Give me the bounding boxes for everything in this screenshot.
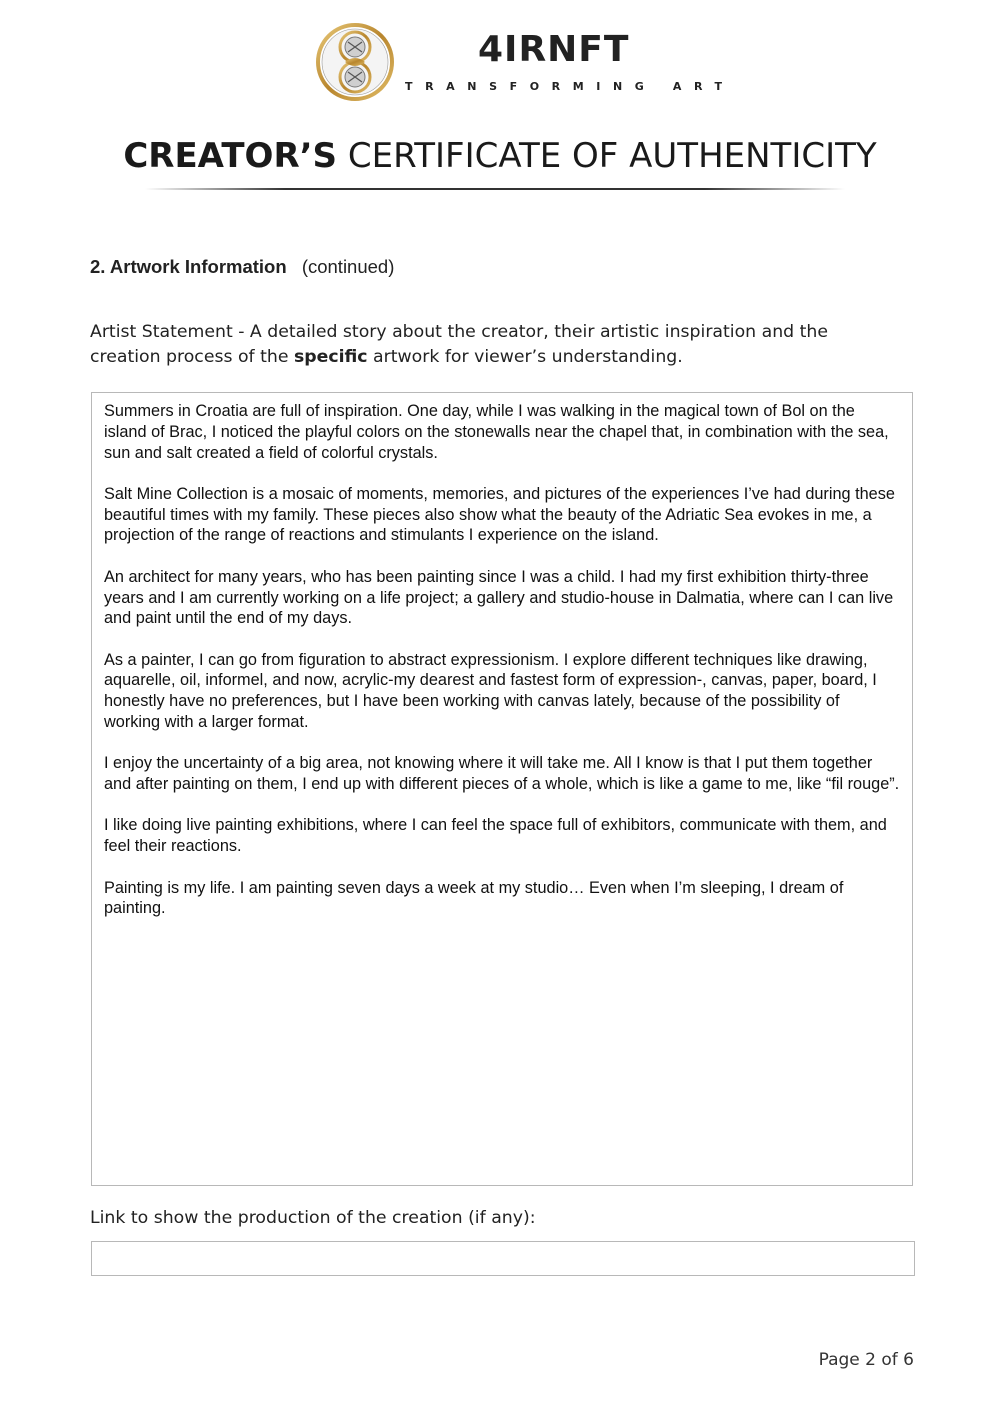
certificate-title-rest: CERTIFICATE OF AUTHENTICITY [347,136,877,176]
statement-paragraph: As a painter, I can go from figuration to abstract expressionism. I explore different techniques like drawing, aquarelle, oil, informel, and now, acrylic-my dearest and fastest form of expression-, canvas, paper, board, I honestly have no preferences, but I have been working with canvas lately, because of the possibility of working with a larger format. [104,650,877,732]
statement-paragraph: I enjoy the uncertainty of a big area, not knowing where it will take me. All I know is that I put them together and after painting on them, I end up with different pieces of a whole, which is like a game to me, like “fil rouge”. [104,754,900,794]
brand-tagline: TRANSFORMING ART [405,80,735,93]
page-number: Page 2 of 6 [818,1350,914,1370]
section-heading [90,256,394,278]
statement-paragraph: An architect for many years, who has been painting since I was a child. I had my first exhibition thirty-three years and I am currently working on a life project; a gallery and studio-house in Dalmatia, where can I can live and paint until the end of my days. [104,567,894,628]
production-link-field[interactable] [91,1241,915,1276]
artist-statement-label [90,320,890,370]
statement-paragraph: I like doing live painting exhibitions, where I can feel the space full of exhibitors, communicate with them, and feel their reactions. [104,816,887,856]
section-heading-continued: (continued) [301,256,395,277]
certificate-title [0,132,1000,180]
title-divider [145,188,845,190]
brand-name: 4IRNFT [478,29,630,70]
statement-label-bold: specific [293,347,368,367]
statement-paragraph: Summers in Croatia are full of inspiration. One day, while I was walking in the magical town of Bol on the island of Brac, I noticed the playful colors on the stonewalls near the chapel that, in combination with the sea, sun and salt created a field of colorful crystals. [104,402,889,462]
section-heading-title: 2. Artwork Information [90,256,287,277]
artist-statement-field[interactable] [91,392,913,1186]
infinity-logo-icon [315,22,395,102]
statement-label-before: Artist Statement - A detailed story about the creator, their artistic inspiration and the creation process of the [90,322,828,367]
certificate-title-bold: CREATOR’S [123,136,338,176]
production-link-label: Link to show the production of the creation (if any): [90,1208,536,1228]
statement-label-after: artwork for viewer’s understanding. [367,347,683,367]
statement-paragraph: Painting is my life. I am painting seven days a week at my studio… Even when I’m sleeping, I dream of painting. [104,878,844,918]
statement-paragraph: Salt Mine Collection is a mosaic of moments, memories, and pictures of the experiences I’ve had during these beautiful times with my family. These pieces also show what the beauty of the Adriatic Sea evokes in me, a projection of the range of reactions and stimulants I experience on the island. [104,484,895,545]
